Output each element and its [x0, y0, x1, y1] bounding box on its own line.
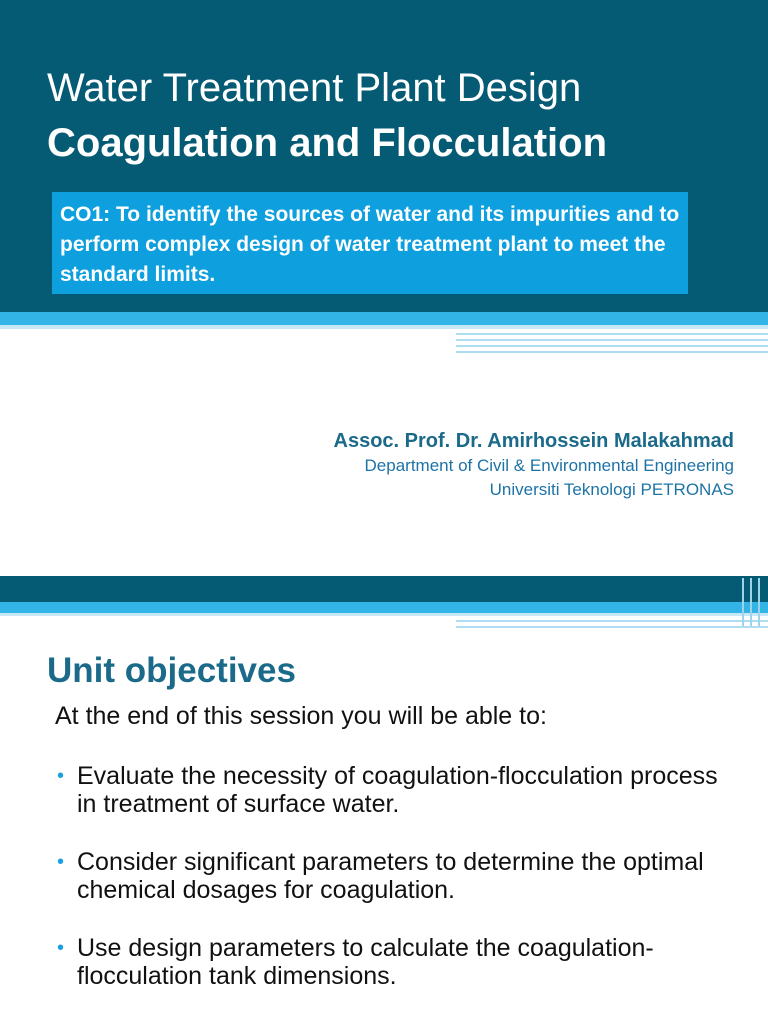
objective-text: Use design parameters to calculate the coagulation-flocculation tank dimensions. — [77, 934, 654, 990]
author-block — [334, 428, 735, 502]
author-department: Department of Civil & Environmental Engineering — [364, 456, 734, 475]
author-name: Assoc. Prof. Dr. Amirhossein Malakahmad — [333, 430, 734, 452]
slide2-band-pale — [0, 613, 768, 616]
bullet-icon: • — [57, 851, 65, 873]
decorative-line — [456, 339, 768, 341]
decorative-line — [456, 351, 768, 353]
decorative-tick — [758, 578, 760, 626]
header-band-pale — [0, 325, 768, 329]
objectives-list — [55, 762, 735, 1020]
objective-text: Consider significant parameters to determine the optimal chemical dosages for coagulation. — [77, 848, 704, 904]
author-university: Universiti Teknologi PETRONAS — [489, 480, 734, 499]
decorative-line — [456, 345, 768, 347]
decorative-line — [456, 620, 768, 622]
title-slide-header — [0, 0, 768, 312]
decorative-tick — [750, 578, 752, 626]
course-outcome-box: CO1: To identify the sources of water and its impurities and to perform complex design of water treatment plant to meet the standard limits. — [52, 192, 688, 294]
decorative-line — [456, 626, 768, 628]
slide2-header-band — [0, 576, 768, 602]
slide2-band-blue — [0, 602, 768, 613]
objective-item — [55, 762, 735, 818]
intro-text: At the end of this session you will be able to: — [55, 702, 547, 730]
presentation-subtitle: Coagulation and Flocculation — [47, 121, 607, 165]
objective-text: Evaluate the necessity of coagulation-flocculation process in treatment of surface water. — [77, 762, 718, 818]
presentation-title: Water Treatment Plant Design — [47, 66, 582, 110]
header-band-light — [0, 312, 768, 325]
decorative-tick — [742, 578, 744, 626]
unit-objectives-title: Unit objectives — [47, 651, 296, 690]
objective-item — [55, 848, 735, 904]
decorative-line — [456, 333, 768, 335]
bullet-icon: • — [57, 937, 65, 959]
objective-item — [55, 934, 735, 990]
bullet-icon: • — [57, 765, 65, 787]
